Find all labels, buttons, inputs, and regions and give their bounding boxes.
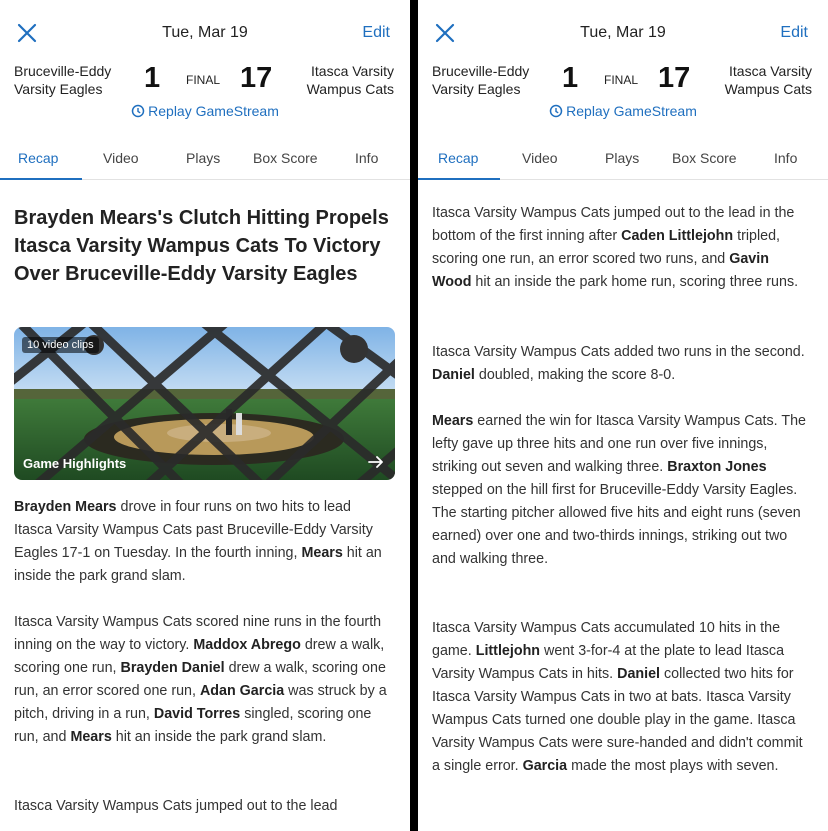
player-name: Daniel [617, 666, 661, 682]
player-name: Adan Garcia [199, 683, 285, 699]
away-team-name[interactable]: Itasca Varsity Wampus Cats [724, 63, 812, 97]
player-name: Brayden Daniel [120, 660, 225, 676]
player-name: Mears [301, 545, 343, 561]
player-name: Mears [432, 413, 474, 429]
tab-bar [0, 140, 410, 180]
article-headline: Brayden Mears's Clutch Hitting Propels Itasca Varsity Wampus Cats To Victory Over Bruceville-Eddy Varsity Eagles [14, 207, 389, 285]
game-date: Tue, Mar 19 [162, 24, 248, 41]
scoreboard [0, 60, 410, 100]
player-name: Caden Littlejohn [621, 228, 734, 244]
player-name: Mears [70, 729, 112, 745]
article-paragraph: Itasca Varsity Wampus Cats jumped out to the lead [14, 798, 338, 814]
replay-icon [549, 104, 563, 118]
tab-recap[interactable]: Recap [18, 150, 59, 166]
tab-plays[interactable]: Plays [186, 150, 221, 166]
home-score: 1 [144, 62, 161, 94]
arrow-right-icon [367, 454, 385, 470]
home-score: 1 [562, 62, 579, 94]
tab-box-score[interactable]: Box Score [253, 150, 318, 166]
game-status: FINAL [186, 73, 221, 87]
replay-gamestream-link[interactable]: Replay GameStream [418, 103, 828, 119]
replay-gamestream-link[interactable]: Replay GameStream [0, 103, 410, 119]
home-team-name[interactable]: Bruceville-Eddy Varsity Eagles [432, 63, 530, 97]
article-paragraph: Brayden Mears drove in four runs on two hits to lead Itasca Varsity Wampus Cats past Bruceville-Eddy Varsity Eagles 17-1 on Tuesday. In the fourth inning, Mears hit an inside the park grand slam. [14, 499, 382, 584]
game-date: Tue, Mar 19 [580, 24, 666, 41]
edit-button[interactable]: Edit [362, 24, 390, 41]
player-name: Brayden Mears [14, 499, 117, 515]
video-clips-badge: 10 video clips [22, 337, 99, 353]
tab-info[interactable]: Info [774, 150, 798, 166]
home-team-name[interactable]: Bruceville-Eddy Varsity Eagles [14, 63, 112, 97]
player-name: Gavin Wood [432, 251, 769, 290]
player-name: Daniel [432, 367, 475, 383]
tab-bar [418, 140, 828, 180]
scoreboard [418, 60, 828, 100]
tab-plays[interactable]: Plays [605, 150, 640, 166]
player-name: Littlejohn [475, 643, 541, 659]
tab-info[interactable]: Info [355, 150, 379, 166]
away-score: 17 [240, 62, 273, 94]
top-bar [418, 0, 828, 65]
player-name: Garcia [522, 758, 568, 774]
active-tab-indicator [418, 178, 500, 180]
article-paragraph: Itasca Varsity Wampus Cats scored nine runs in the fourth inning on the way to victory. Maddox Abrego drew a walk, scoring one run, Brayden Daniel drew a walk, scoring one run, an error scored one run, Adan Garcia was struck by a pitch, driving in a run, David Torres singled, scoring one run, and Mears hit an inside the park grand slam. [14, 614, 387, 745]
replay-icon [131, 104, 145, 118]
tab-box-score[interactable]: Box Score [672, 150, 737, 166]
game-status: FINAL [604, 73, 639, 87]
article-paragraph: Itasca Varsity Wampus Cats accumulated 10 hits in the game. Littlejohn went 3-for-4 at the plate to lead Itasca Varsity Wampus Cats in hits. Daniel collected two hits for Itasca Varsity Wampus Cats in two at bats. Itasca Varsity Wampus Cats turned one double play in the game. Itasca Varsity Wampus Cats were sure-handed and didn't commit a single error. Garcia made the most plays with seven. [432, 620, 803, 774]
edit-button[interactable]: Edit [780, 24, 808, 41]
article-paragraph: Itasca Varsity Wampus Cats added two runs in the second. Daniel doubled, making the score 8-0. [432, 344, 805, 383]
left-screen [0, 0, 410, 831]
tab-video[interactable]: Video [103, 150, 139, 166]
video-title: Game Highlights [23, 456, 127, 471]
game-highlights-video[interactable] [14, 327, 395, 480]
away-team-name[interactable]: Itasca Varsity Wampus Cats [306, 63, 394, 97]
player-name: Braxton Jones [667, 459, 767, 475]
article-paragraph: Itasca Varsity Wampus Cats jumped out to the lead in the bottom of the first inning after Caden Littlejohn tripled, scoring one run, an error scored two runs, and Gavin Wood hit an inside the park home run, scoring three runs. [432, 205, 799, 290]
tab-video[interactable]: Video [522, 150, 558, 166]
top-bar [0, 0, 410, 65]
player-name: David Torres [153, 706, 241, 722]
player-name: Maddox Abrego [193, 637, 301, 653]
away-score: 17 [658, 62, 691, 94]
tab-recap[interactable]: Recap [438, 150, 479, 166]
active-tab-indicator [0, 178, 82, 180]
article-paragraph: Mears earned the win for Itasca Varsity Wampus Cats. The lefty gave up three hits and one run over five innings, striking out seven and walking three. Braxton Jones stepped on the hill first for Bruceville-Eddy Varsity Eagles. The starting pitcher allowed five hits and eight runs (seven earned) over one and two-thirds innings, striking out two and walking three. [432, 413, 807, 567]
right-screen [418, 0, 828, 831]
